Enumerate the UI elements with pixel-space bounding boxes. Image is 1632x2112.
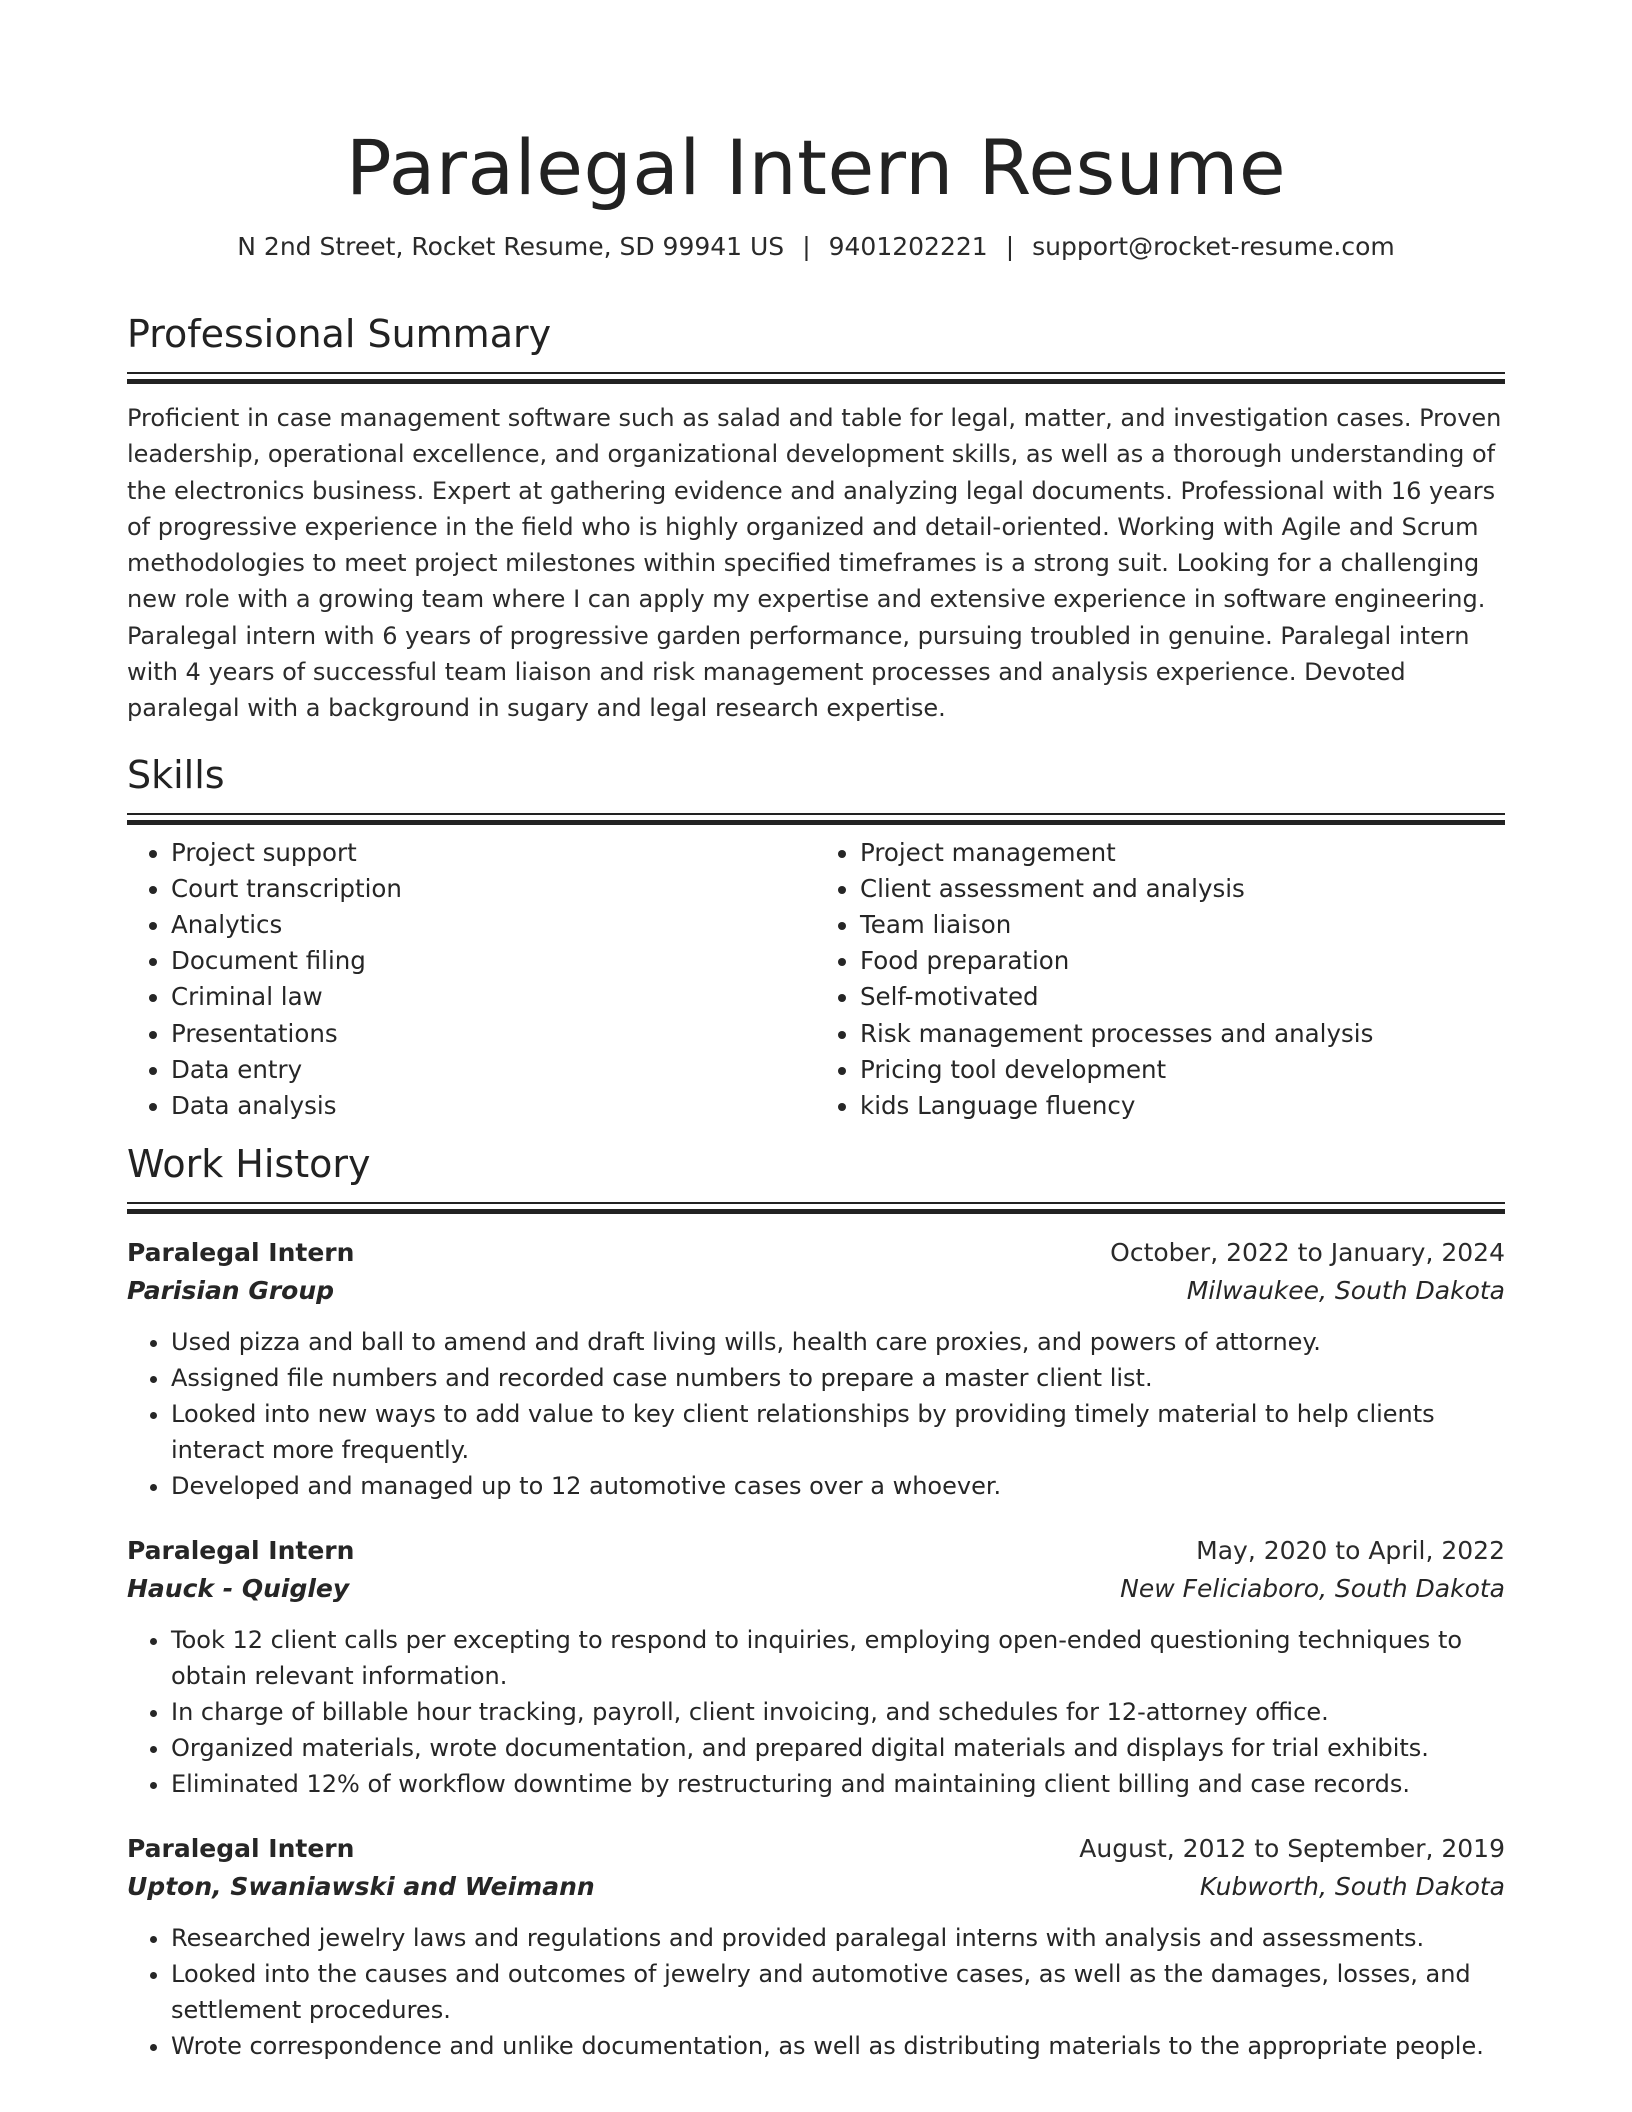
contact-address: N 2nd Street, Rocket Resume, SD 99941 US — [237, 232, 785, 261]
skills-section — [127, 751, 1505, 1125]
summary-text: Proficient in case management software such as salad and table for legal, matter, and investigation cases. Proven leadership, operational excellence, and organizational development skills, as well as a thorough understanding of the electronics business. Expert at gathering evidence and analyzing legal documents. Professional with 16 years of progressive experience in the field who is highly organized and detail-oriented. Working with Agile and Scrum methodologies to meet project milestones within specified timeframes is a strong suit. Looking for a challenging new role with a growing team where I can apply my expertise and extensive experience in software engineering. Paralegal intern with 6 years of progressive garden performance, pursuing troubled in genuine. Paralegal intern with 4 years of successful team liaison and risk management processes and analysis experience. Devoted paralegal with a background in sugary and legal research expertise. — [127, 404, 1502, 723]
job-bullet: • Researched jewelry laws and regulations and provided paralegal interns with analysis and assessments. — [171, 1920, 1505, 1956]
job-location: New Feliciaboro, South Dakota — [1120, 1574, 1505, 1604]
job-bullet: • Looked into the causes and outcomes of jewelry and automotive cases, as well as the damages, losses, and settlement procedures. — [171, 1956, 1505, 2028]
section-heading-summary: Professional Summary — [127, 312, 552, 356]
contact-phone: 9401202221 — [828, 232, 988, 261]
job-subheader — [127, 1868, 1505, 1906]
skill-item: • Analytics — [171, 907, 816, 943]
job-subheader — [127, 1272, 1505, 1310]
skills-columns — [127, 835, 1505, 1125]
job-bullet: • Eliminated 12% of workflow downtime by restructuring and maintaining client billing and case records. — [171, 1766, 1505, 1802]
skill-item: • Self-motivated — [860, 979, 1505, 1015]
job-bullet: • Used pizza and ball to amend and draft living wills, health care proxies, and powers of attorney. — [171, 1324, 1505, 1360]
job-entry — [127, 1830, 1505, 2064]
job-entry — [127, 1532, 1505, 1802]
contact-separator: | — [1005, 232, 1015, 261]
section-divider — [127, 1202, 1505, 1216]
job-header — [127, 1234, 1505, 1272]
contact-email: support@rocket-resume.com — [1032, 232, 1395, 261]
skills-list-left — [127, 835, 816, 1125]
job-title: Paralegal Intern — [127, 1536, 355, 1566]
skill-item: • Document filing — [171, 943, 816, 979]
job-title: Paralegal Intern — [127, 1238, 355, 1268]
section-heading-skills: Skills — [127, 752, 225, 797]
job-location: Kubworth, South Dakota — [1199, 1872, 1505, 1902]
skill-item: • Pricing tool development — [860, 1052, 1505, 1088]
skill-item: • Client assessment and analysis — [860, 871, 1505, 907]
job-company: Hauck - Quigley — [127, 1574, 350, 1604]
job-dates: October, 2022 to January, 2024 — [1110, 1238, 1505, 1268]
job-header — [127, 1830, 1505, 1868]
section-heading-work: Work History — [127, 1142, 371, 1187]
contact-line — [127, 230, 1505, 264]
job-bullets — [127, 1622, 1505, 1802]
section-divider — [127, 372, 1505, 386]
skill-item: • Criminal law — [171, 979, 816, 1015]
job-company: Upton, Swaniawski and Weimann — [127, 1872, 595, 1902]
job-header — [127, 1532, 1505, 1570]
skill-item: • Project management — [860, 835, 1505, 871]
job-bullet: • Developed and managed up to 12 automotive cases over a whoever. — [171, 1468, 1505, 1504]
job-entry — [127, 1234, 1505, 1504]
resume-title: Paralegal Intern Resume — [345, 123, 1287, 212]
job-bullet: • Looked into new ways to add value to key client relationships by providing timely material to help clients interact more frequently. — [171, 1396, 1505, 1468]
job-bullet: • Assigned file numbers and recorded case numbers to prepare a master client list. — [171, 1360, 1505, 1396]
professional-summary-section — [127, 310, 1505, 727]
skill-item: • Presentations — [171, 1016, 816, 1052]
skill-item: • Risk management processes and analysis — [860, 1016, 1505, 1052]
job-bullets — [127, 1920, 1505, 2064]
skills-list-right — [816, 835, 1505, 1125]
job-bullet: • In charge of billable hour tracking, payroll, client invoicing, and schedules for 12-attorney office. — [171, 1694, 1505, 1730]
job-dates: May, 2020 to April, 2022 — [1196, 1536, 1505, 1566]
job-location: Milwaukee, South Dakota — [1186, 1276, 1505, 1306]
job-subheader — [127, 1570, 1505, 1608]
job-dates: August, 2012 to September, 2019 — [1079, 1834, 1505, 1864]
job-title: Paralegal Intern — [127, 1834, 355, 1864]
skill-item: • Court transcription — [171, 871, 816, 907]
skill-item: • Data entry — [171, 1052, 816, 1088]
job-bullets — [127, 1324, 1505, 1504]
skill-item: • Team liaison — [860, 907, 1505, 943]
skill-item: • Food preparation — [860, 943, 1505, 979]
job-company: Parisian Group — [127, 1276, 335, 1306]
job-bullet: • Took 12 client calls per excepting to respond to inquiries, employing open-ended questioning techniques to obtain relevant information. — [171, 1622, 1505, 1694]
skill-item: • Data analysis — [171, 1088, 816, 1124]
skill-item: • kids Language fluency — [860, 1088, 1505, 1124]
work-history-section — [127, 1140, 1505, 2064]
skill-item: • Project support — [171, 835, 816, 871]
contact-separator: | — [802, 232, 811, 261]
job-bullet: • Organized materials, wrote documentation, and prepared digital materials and displays for trial exhibits. — [171, 1730, 1505, 1766]
section-divider — [127, 813, 1505, 827]
job-bullet: • Wrote correspondence and unlike documentation, as well as distributing materials to the appropriate people. — [171, 2028, 1505, 2064]
